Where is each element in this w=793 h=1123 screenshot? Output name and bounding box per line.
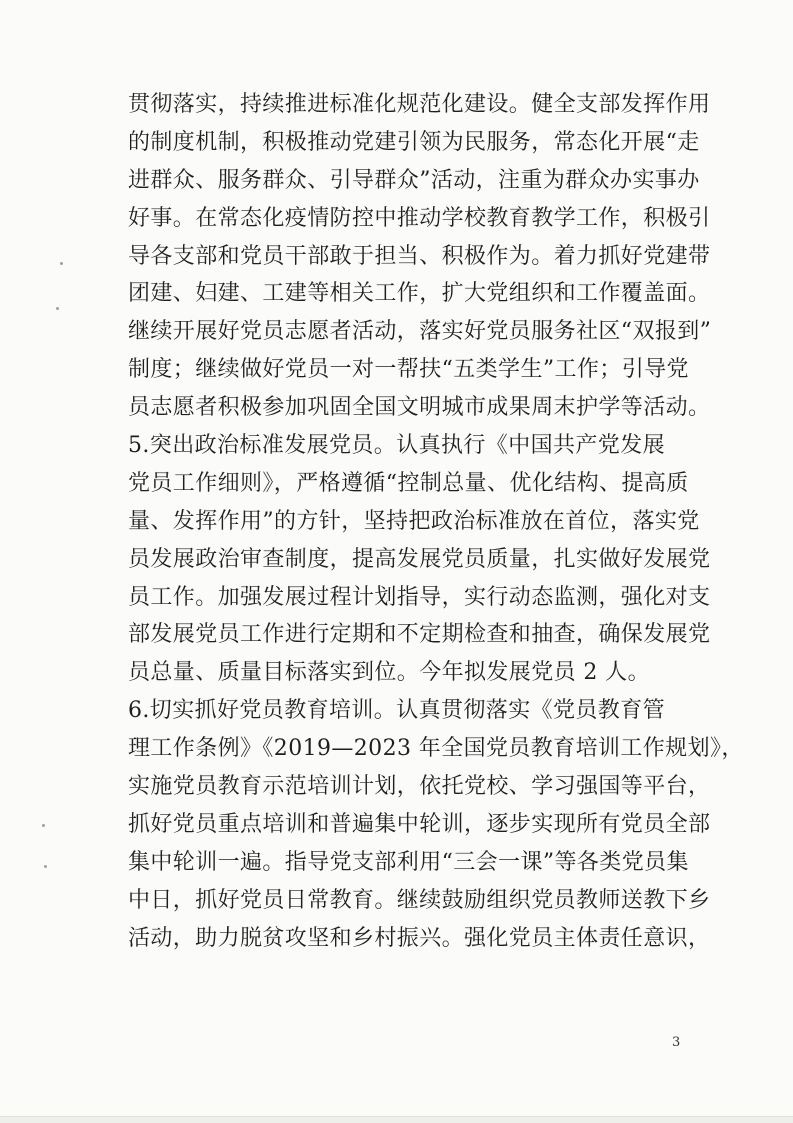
page-edge [0, 1116, 793, 1123]
body-line: 贯彻落实，持续推进标准化规范化建设。健全支部发挥作用 [128, 92, 711, 117]
page-number: 3 [672, 1035, 681, 1050]
body-line: 继续开展好党员志愿者活动，落实好党员服务社区“双报到” [128, 319, 712, 345]
body-line: 员工作。加强发展过程计划指导，实行动态监测，强化对支 [128, 584, 711, 610]
scan-mark [42, 824, 45, 827]
body-line: 进群众、服务群众、引导群众”活动，注重为群众办实事办 [128, 167, 700, 193]
scan-mark [44, 865, 47, 868]
body-line: 员发展政治审查制度，提高发展党员质量，扎实做好发展党 [128, 546, 711, 572]
body-line: 量、发挥作用”的方针，坚持把政治标准放在首位，落实党 [128, 508, 700, 534]
paragraph-6-line: 6.切实抓好党员教育培训。认真贯彻落实《党员教育管 [128, 698, 665, 724]
scan-mark [56, 307, 59, 310]
paragraph-5-line: 5.突出政治标准发展党员。认真执行《中国共产党发展 [128, 433, 665, 459]
scan-mark [60, 262, 63, 265]
body-line: 员志愿者积极参加巩固全国文明城市成果周末护学等活动。 [128, 395, 711, 421]
body-line: 集中轮训一遍。指导党支部利用“三会一课”等各类党员集 [128, 849, 689, 875]
body-line: 理工作条例》《2019—2023 年全国党员教育培训工作规划》， [128, 736, 744, 762]
body-line: 中日，抓好党员日常教育。继续鼓励组织党员教师送教下乡 [128, 887, 711, 913]
body-line: 导各支部和党员干部敢于担当、积极作为。着力抓好党建带 [128, 243, 711, 269]
body-line: 抓好党员重点培训和普遍集中轮训，逐步实现所有党员全部 [128, 811, 711, 837]
body-line: 部发展党员工作进行定期和不定期检查和抽查，确保发展党 [128, 622, 711, 648]
body-line: 的制度机制，积极推动党建引领为民服务，常态化开展“走 [128, 129, 700, 155]
body-line: 实施党员教育示范培训计划，依托党校、学习强国等平台， [128, 774, 711, 800]
document-body [128, 86, 744, 957]
body-line: 团建、妇建、工建等相关工作，扩大党组织和工作覆盖面。 [128, 281, 711, 307]
body-line: 好事。在常态化疫情防控中推动学校教育教学工作，积极引 [128, 205, 711, 231]
body-line: 党员工作细则》，严格遵循“控制总量、优化结构、提高质 [128, 470, 689, 496]
body-line: 活动，助力脱贫攻坚和乡村振兴。强化党员主体责任意识， [128, 925, 711, 951]
body-line: 员总量、质量目标落实到位。今年拟发展党员 2 人。 [128, 660, 650, 686]
body-line: 制度；继续做好党员一对一帮扶“五类学生”工作；引导党 [128, 357, 689, 383]
